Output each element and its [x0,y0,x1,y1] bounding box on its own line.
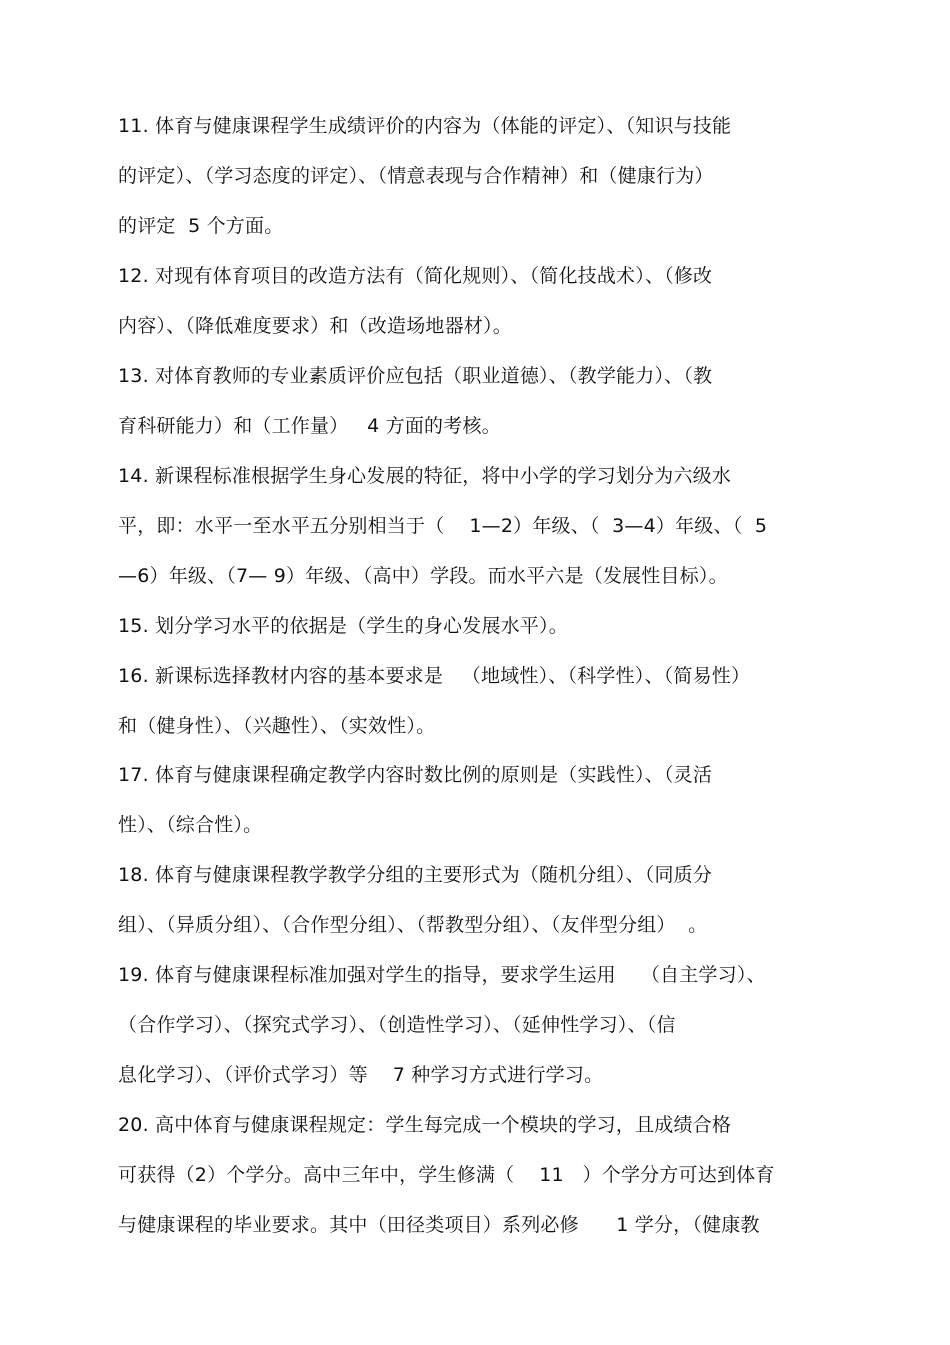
text-line: 平，即：水平一至水平五分别相当于（ 1—2）年级、（ 3—4）年级、（ 5 [118,515,768,537]
text-line: 16. 新课标选择教材内容的基本要求是 （地域性）、（科学性）、（简易性） [118,665,751,687]
text-line: —6）年级、（7— 9）年级、（高中）学段。而水平六是（发展性目标）。 [118,565,728,587]
text-line: 14. 新课程标准根据学生身心发展的特征，将中小学的学习划分为六级水 [118,465,732,487]
text-line: 15. 划分学习水平的依据是（学生的身心发展水平）。 [118,615,568,637]
text-line: 与健康课程的毕业要求。其中（田径类项目）系列必修 1 学分，（健康教 [118,1214,760,1236]
text-line: 17. 体育与健康课程确定教学内容时数比例的原则是（实践性）、（灵活 [118,764,713,786]
text-line: 可获得（2）个学分。高中三年中，学生修满（ 11 ）个学分方可达到体育 [118,1164,775,1186]
text-line: 11. 体育与健康课程学生成绩评价的内容为（体能的评定）、（知识与技能 [118,115,732,137]
text-line: 育科研能力）和（工作量） 4 方面的考核。 [118,415,501,437]
text-line: 12. 对现有体育项目的改造方法有（简化规则）、（简化技战术）、（修改 [118,265,713,287]
text-line: 组）、（异质分组）、（合作型分组）、（帮教型分组）、（友伴型分组） 。 [118,914,708,936]
text-line: 的评定）、（学习态度的评定）、（情意表现与合作精神）和（健康行为） [118,165,714,187]
text-line: 内容）、（降低难度要求）和（改造场地器材）。 [118,315,512,337]
text-line: 息化学习）、（评价式学习）等 7 种学习方式进行学习。 [118,1064,604,1086]
text-line: 19. 体育与健康课程标准加强对学生的指导，要求学生运用 （自主学习）、 [118,964,766,986]
text-line: 的评定 5 个方面。 [118,215,284,237]
text-line: 20. 高中体育与健康课程规定：学生每完成一个模块的学习，且成绩合格 [118,1114,732,1136]
text-line: 性）、（综合性）。 [118,814,263,836]
text-line: 13. 对体育教师的专业素质评价应包括（职业道德）、（教学能力）、（教 [118,365,713,387]
text-line: （合作学习）、（探究式学习）、（创造性学习）、（延伸性学习）、（信 [118,1014,676,1036]
text-line: 和（健身性）、（兴趣性）、（实效性）。 [118,715,436,737]
text-line: 18. 体育与健康课程教学教学分组的主要形式为（随机分组）、（同质分 [118,864,713,886]
